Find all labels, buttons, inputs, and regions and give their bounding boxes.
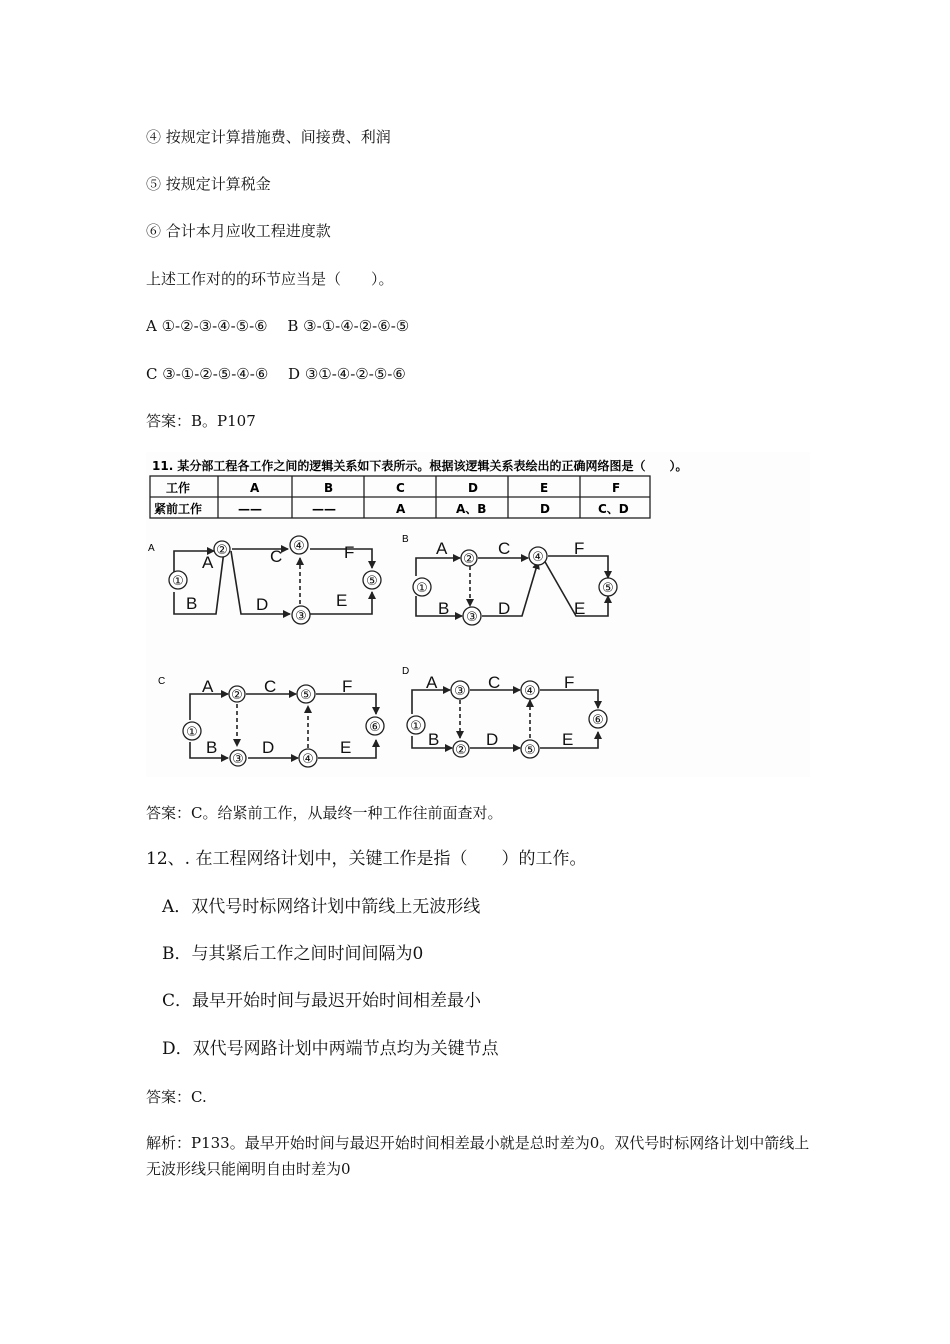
analysis-12: 解析：P133。最早开始时间与最迟开始时间相差最小就是总时差为0。双代号时标网络计划中箭线上无波形线只能阐明自由时差为0 <box>146 1134 810 1178</box>
option-a: A．双代号时标网络计划中箭线上无波形线 <box>162 897 481 917</box>
table-work-b: B <box>324 481 334 495</box>
text-line-5: ⑤ 按规定计算税金 <box>146 175 271 193</box>
scanned-figure-q11 <box>146 452 810 777</box>
text-line-4: ④ 按规定计算措施费、间接费、利润 <box>146 128 391 146</box>
table-pred-b: —— <box>312 502 336 516</box>
table-pred-d: A、B <box>456 502 487 516</box>
node-4: ④ <box>302 751 314 766</box>
table-work-a: A <box>250 481 260 495</box>
node-6: ⑥ <box>369 719 381 734</box>
table-pred-a: —— <box>238 502 262 516</box>
work-f: F <box>344 543 355 562</box>
diagram-label-c: C <box>158 676 166 687</box>
node-2: ② <box>455 742 467 757</box>
figure-question: 11. 某分部工程各工作之间的逻辑关系如下表所示。根据该逻辑关系表绘出的正确网络图是（ ）。 <box>152 459 688 473</box>
work-a: A <box>436 539 448 558</box>
work-d: D <box>486 730 499 749</box>
question-12: 12、. 在工程网络计划中，关键工作是指（ ）的工作。 <box>146 849 587 869</box>
node-1: ① <box>172 573 184 588</box>
work-a: A <box>202 677 214 696</box>
work-c: C <box>488 673 501 692</box>
option-b: B．与其紧后工作之间时间间隔为0 <box>162 944 424 964</box>
table-pred-c: A <box>396 502 406 516</box>
node-3: ③ <box>454 683 466 698</box>
work-c: C <box>264 677 277 696</box>
work-e: E <box>340 738 352 757</box>
work-a: A <box>426 673 438 692</box>
work-e: E <box>562 730 574 749</box>
network-diagram-a <box>148 536 381 624</box>
answer-11: 答案：C。给紧前工作，从最终一种工作往前面查对。 <box>146 804 503 822</box>
table-work-f: F <box>612 481 621 495</box>
node-2: ② <box>216 542 228 557</box>
work-b: B <box>438 599 450 618</box>
diagram-label-b: B <box>402 534 409 545</box>
options-cd: C ③-①-②-⑤-④-⑥ D ③①-④-②-⑤-⑥ <box>146 365 406 383</box>
work-e: E <box>336 591 348 610</box>
work-f: F <box>574 539 585 558</box>
work-d: D <box>256 595 269 614</box>
table-pred-f: C、D <box>598 502 629 516</box>
options-ab: A ①-②-③-④-⑤-⑥ B ③-①-④-②-⑥-⑤ <box>146 317 410 335</box>
table-pred-e: D <box>540 502 550 516</box>
work-d: D <box>498 599 511 618</box>
answer-12: 答案：C. <box>146 1088 207 1106</box>
table-header-pred: 紧前工作 <box>154 502 203 516</box>
option-d: D．双代号网路计划中两端节点均为关键节点 <box>162 1039 499 1059</box>
text-line-6: ⑥ 合计本月应收工程进度款 <box>146 222 331 240</box>
table-work-c: C <box>396 481 405 495</box>
node-1: ① <box>416 580 428 595</box>
node-5: ⑤ <box>602 580 614 595</box>
table-work-d: D <box>468 481 478 495</box>
work-a: A <box>202 553 214 572</box>
work-c: C <box>498 539 511 558</box>
node-5: ⑤ <box>300 687 312 702</box>
table-header-work: 工作 <box>166 481 191 495</box>
table-work-e: E <box>540 481 549 495</box>
work-b: B <box>428 730 440 749</box>
diagram-label-d: D <box>402 666 410 677</box>
work-d: D <box>262 738 275 757</box>
work-b: B <box>186 594 198 613</box>
node-2: ② <box>463 551 475 566</box>
network-diagram-b <box>402 534 617 625</box>
option-c: C．最早开始时间与最迟开始时间相差最小 <box>162 991 482 1011</box>
node-2: ② <box>231 687 243 702</box>
network-diagram-c <box>158 676 384 767</box>
node-4: ④ <box>532 549 544 564</box>
node-4: ④ <box>524 683 536 698</box>
node-4: ④ <box>293 538 305 553</box>
node-1: ① <box>186 724 198 739</box>
work-e: E <box>574 599 586 618</box>
node-3: ③ <box>466 609 478 624</box>
node-3: ③ <box>232 751 244 766</box>
node-1: ① <box>410 718 422 733</box>
question-prompt: 上述工作对的的环节应当是（ ）。 <box>146 270 394 288</box>
node-6: ⑥ <box>592 712 604 727</box>
node-3: ③ <box>295 608 307 623</box>
work-f: F <box>564 673 575 692</box>
work-f: F <box>342 677 353 696</box>
network-diagram-d <box>402 666 607 758</box>
work-b: B <box>206 738 218 757</box>
work-c: C <box>270 547 283 566</box>
node-5: ⑤ <box>366 573 378 588</box>
node-5: ⑤ <box>524 742 536 757</box>
answer-10: 答案：B。P107 <box>146 412 256 430</box>
diagram-label-a: A <box>148 543 155 554</box>
